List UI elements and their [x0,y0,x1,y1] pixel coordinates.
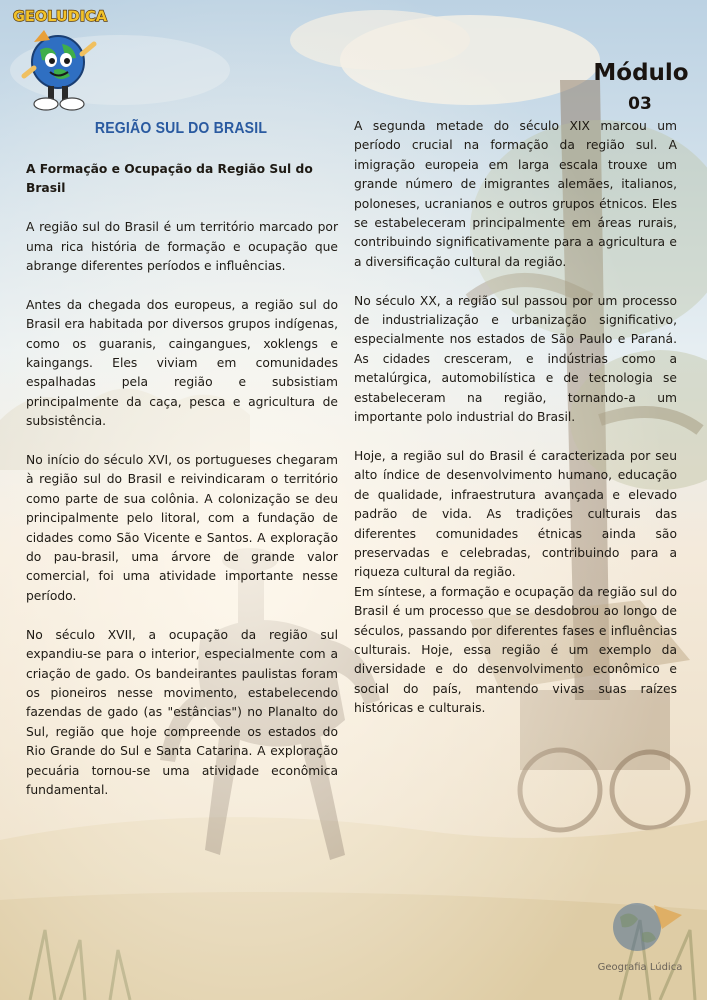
paragraph: No início do século XVI, os portugueses chegaram à região sul do Brasil e reivindicaram o território como parte de sua colônia. A colonização se deu principalmente pelo litoral, com a fundação de cidades como São Vicente e Santos. A exploração do pau-brasil, uma árvore de grande valor comercial, foi uma atividade importante nesse período. [26,453,338,603]
paragraph: No século XX, a região sul passou por um processo de industrialização e urbanização significativo, especialmente nos estados de São Paulo e Paraná. As cidades cresceram, e indústrias como a metalúrgica, automobilística e de tecnologia se estabeleceram na região, tornando-a um importante polo industrial do Brasil. [354,293,677,425]
left-column [26,160,338,820]
section-subtitle: A Formação e Ocupação da Região Sul do Brasil [26,162,313,196]
paragraph: A região sul do Brasil é um território marcado por uma rica história de formação e ocupação que abrange diferentes períodos e influências. [26,220,338,274]
paragraph: A segunda metade do século XIX marcou um período crucial na formação da região sul. A imigração europeia em larga escala trouxe um grande número de imigrantes alemães, italianos, poloneses, ucranianos e outros grupos étnicos. Eles se estabeleceram principalmente em áreas rurais, contribuindo significativamente para a agricultura e a diversificação cultural da região. [354,119,677,269]
right-column [354,117,677,738]
paragraph: Em síntese, a formação e ocupação da região sul do Brasil é um processo que se desdobrou ao longo de séculos, passando por diferentes fases e influências culturais. Hoje, essa região é um exemplo da diversidade e do desenvolvimento econômico e social do país, mantendo vivas suas raízes históricas e culturais. [354,584,677,716]
paragraph: Hoje, a região sul do Brasil é caracterizada por seu alto índice de desenvolvimento humano, educação de qualidade, infraestrutura avançada e elevado padrão de vida. As tradições culturais das diferentes comunidades étnicas ainda são preservadas e celebradas, contribuindo para a riqueza cultural da região. [354,448,677,580]
module-number: 03 [628,94,652,114]
paragraph: No século XVII, a ocupação da região sul expandiu-se para o interior, especialmente com a criação de gado. Os bandeirantes paulistas foram os pioneiros nesse movimento, estabelecendo fazendas de gado (as "estâncias") no Planalto do Sul, região que hoje compreende os estados do Rio Grande do Sul e Santa Catarina. A exploração pecuária tornou-se uma atividade econômica fundamental. [26,627,338,797]
module-label: Módulo [593,60,689,86]
paragraph: Antes da chegada dos europeus, a região sul do Brasil era habitada por diversos grupos indígenas, como os guaranis, caingangues, xoklengs e kaingangs. Eles viviam em comunidades espalhadas pela região e subsistiam principalmente da caça, pesca e agricultura de subsistência. [26,297,338,429]
svg-text:GEOLUDICA: GEOLUDICA [13,9,107,25]
page-title: REGIÃO SUL DO BRASIL [94,120,268,137]
geoludica-logo [10,4,110,119]
brand-label: Geografia Lúdica [597,962,683,973]
